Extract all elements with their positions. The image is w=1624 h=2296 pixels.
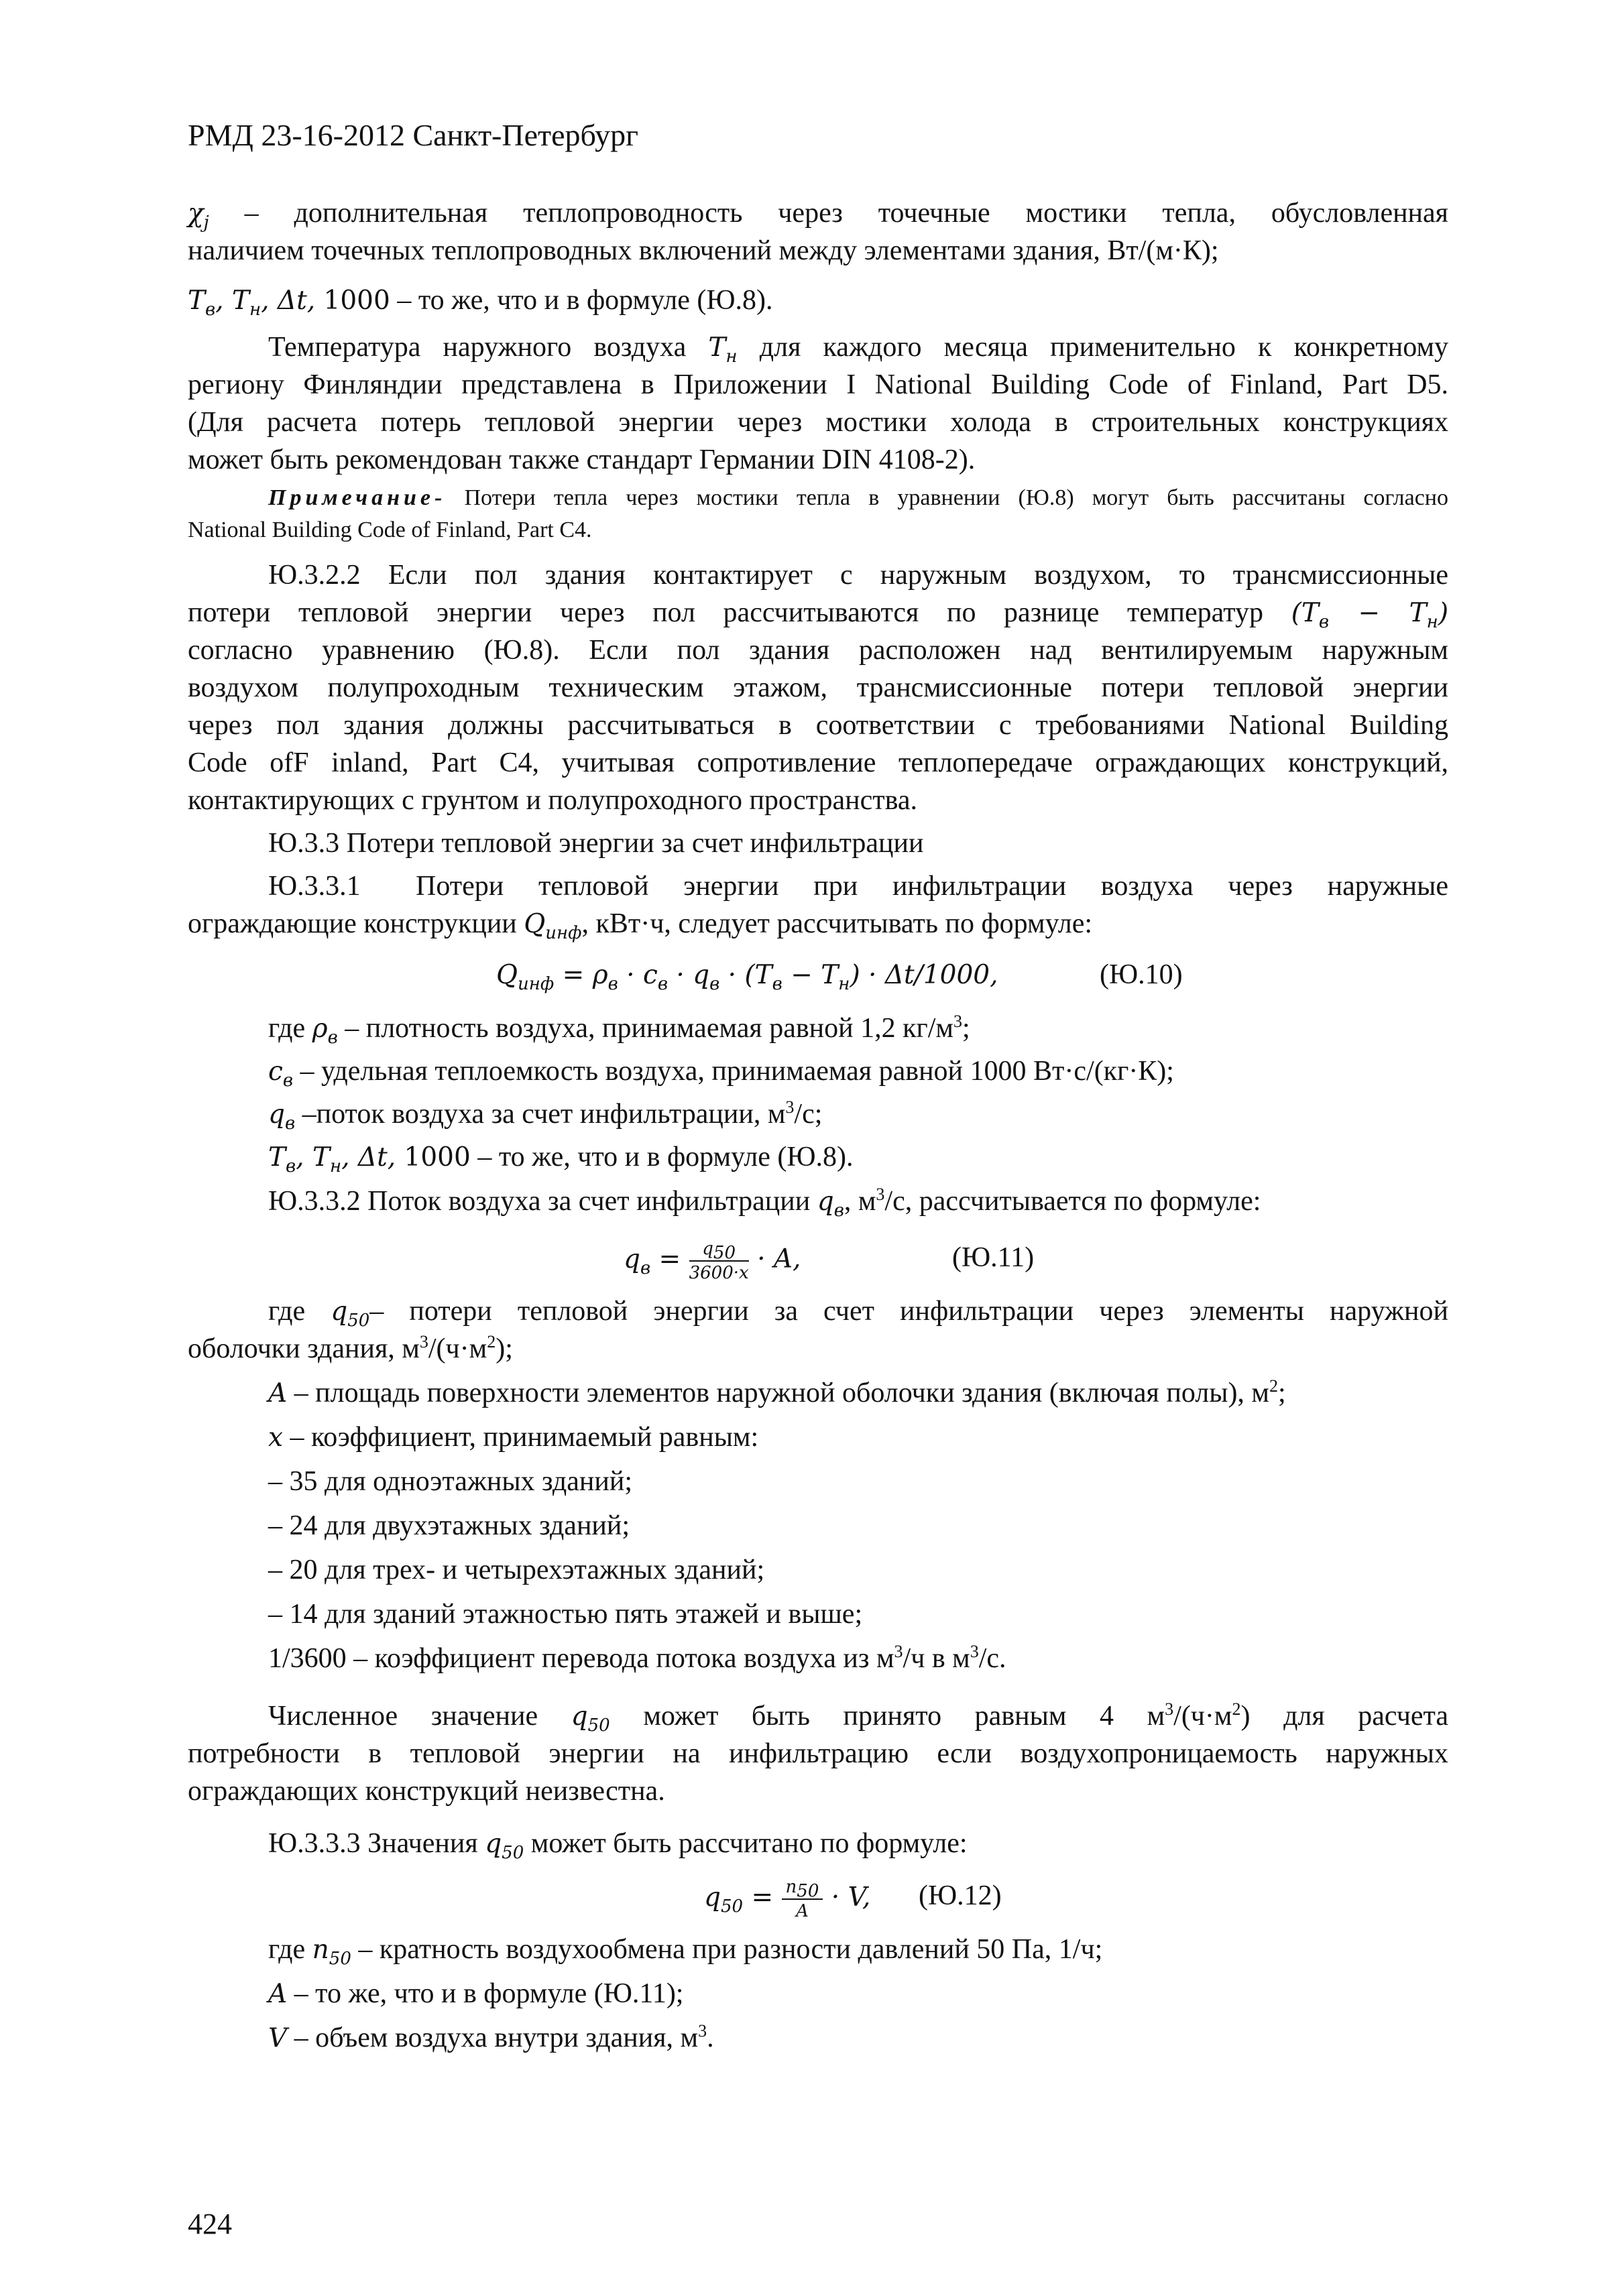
page-number: 424 bbox=[188, 2208, 232, 2240]
fraction-n50-over-A: $\frac{n_{50}}{A}$ bbox=[782, 1878, 823, 1920]
paragraph-3-2-2-line1: Ю.3.2.2 Если пол здания контактирует с наружным воздухом, то трансмиссионные bbox=[268, 560, 1448, 591]
paragraph-3-2-2-line2: потери тепловой энергии через пол рассчитываются по разнице температур $(Т_в - Т_н)$ bbox=[188, 597, 1449, 632]
paragraph-3-2-2-line5: через пол здания должны рассчитываться в соответствии с требованиями National Building bbox=[188, 710, 1448, 741]
paragraph-temperature-line4: может быть рекомендован также стандарт Германии DIN 4108-2). bbox=[188, 444, 976, 475]
definition-n50: где $n_{50}$ – кратность воздухообмена при разности давлений 50 Па, 1/ч; bbox=[268, 1934, 1103, 1969]
definition-q: $q_в$ –поток воздуха за счет инфильтрации, $м^3/с$; bbox=[268, 1097, 823, 1134]
paragraph-3-3-1-line2: ограждающие конструкции $Q_{инф}$, кВт·ч, следует рассчитывать по формуле: bbox=[188, 908, 1093, 943]
paragraph-3-2-2-line3: согласно уравнению (Ю.8). Если пол здания расположен над вентилируемым наружным bbox=[188, 635, 1448, 666]
list-item: – 24 для двухэтажных зданий; bbox=[268, 1510, 630, 1541]
document-header: РМД 23-16-2012 Санкт-Петербург bbox=[188, 118, 639, 152]
paragraph-q50-line1: Численное значение $q_{50}$ может быть принято равным 4 $м^3/(ч\cdot м^2)$ для расчета bbox=[268, 1699, 1448, 1736]
definition-x: x – коэффициент, принимаемый равным: bbox=[268, 1422, 759, 1453]
definition-A-same: A – то же, что и в формуле (Ю.11); bbox=[268, 1978, 684, 2009]
note-label: Примечание- bbox=[268, 485, 447, 510]
chi-definition-line2: наличием точечных теплопроводных включений между элементами здания, Вт/(м·К); bbox=[188, 235, 1219, 266]
chi-definition-line1: $\chi_j$ – дополнительная теплопроводность через точечные мостики тепла, обусловленная bbox=[188, 198, 1448, 233]
paragraph-q50-line2: потребности в тепловой энергии на инфильтрацию если воздухопроницаемость наружных bbox=[188, 1738, 1448, 1769]
definition-q50-line2: оболочки здания, $м^3/(ч\cdot м^2)$; bbox=[188, 1332, 513, 1364]
note-line1: Примечание- Потери тепла через мостики тепла в уравнении (Ю.8) могут быть рассчитаны согласно bbox=[268, 485, 1448, 510]
paragraph-3-3-1-line1: Потери тепловой энергии при инфильтрации воздуха через наружные bbox=[416, 871, 1448, 902]
paragraph-temperature-line2: региону Финляндии представлена в Приложении I National Building Code of Finland, Part D5. bbox=[188, 369, 1448, 400]
formula-12: $q_{50}$ = $\frac{n_{50}}{A}$ · V, bbox=[704, 1877, 871, 1921]
formula-11-number: (Ю.11) bbox=[952, 1242, 1035, 1273]
same-as-formula-line: $Т_в$, $Т_н$, Δt, 1000 – то же, что и в формуле (Ю.8). bbox=[188, 285, 773, 320]
paragraph-3-2-2-line4: воздухом полупроходным техническим этажом, трансмиссионные потери тепловой энергии bbox=[188, 672, 1448, 703]
paragraph-3-3-3: Ю.3.3.3 Значения $q_{50}$ может быть рассчитано по формуле: bbox=[268, 1828, 968, 1863]
definition-rho: где $\rho_в$ – плотность воздуха, принимаемая равной 1,2 $кг/м^3$; bbox=[268, 1012, 970, 1048]
paragraph-3-2-2-line6: Code ofF inland, Part C4, учитывая сопротивление теплопередаче ограждающих конструкций, bbox=[188, 747, 1448, 778]
formula-12-number: (Ю.12) bbox=[919, 1880, 1002, 1911]
formula-11: $q_в$ = $\frac{q_{50}}{3600\cdot x}$ · A, bbox=[624, 1239, 801, 1283]
definition-c: $c_в$ – удельная теплоемкость воздуха, принимаемая равной 1000 Вт·с/(кг·К); bbox=[268, 1056, 1174, 1091]
definition-A: A – площадь поверхности элементов наружной оболочки здания (включая полы), $м^2$; bbox=[268, 1376, 1286, 1408]
section-heading-3-3: Ю.3.3 Потери тепловой энергии за счет инфильтрации bbox=[268, 828, 924, 859]
paragraph-3-2-2-line7: контактирующих с грунтом и полупроходного пространства. bbox=[188, 785, 918, 816]
definition-same-as: $Т_в$, $Т_н$, Δt, 1000 – то же, что и в формуле (Ю.8). bbox=[268, 1142, 854, 1176]
list-item: – 14 для зданий этажностью пять этажей и выше; bbox=[268, 1599, 863, 1630]
list-item: – 35 для одноэтажных зданий; bbox=[268, 1466, 632, 1497]
definition-conversion: 1/3600 – коэффициент перевода потока воздуха из $м^3/ч$ в $м^3/с$. bbox=[268, 1642, 1006, 1674]
formula-10: $Q_{инф} = \rho_в \cdot c_в \cdot q_в \cdot (Т_в - Т_н) \cdot \Delta t/1000$, bbox=[496, 960, 998, 994]
note-line2: National Building Code of Finland, Part C4. bbox=[188, 518, 592, 542]
paragraph-temperature-line1: Температура наружного воздуха $Т_н$ для каждого месяца применительно к конкретному bbox=[268, 332, 1449, 367]
list-item: – 20 для трех- и четырехэтажных зданий; bbox=[268, 1555, 765, 1585]
paragraph-3-3-2: Ю.3.3.2 Поток воздуха за счет инфильтрации $q_в$, $м^3/с$, рассчитывается по формуле: bbox=[268, 1185, 1261, 1221]
definition-V: V – объем воздуха внутри здания, $м^3$. bbox=[268, 2021, 714, 2053]
paragraph-q50-line3: ограждающих конструкций неизвестна. bbox=[188, 1776, 665, 1807]
paragraph-3-3-1-number: Ю.3.3.1 bbox=[268, 871, 361, 902]
paragraph-temperature-line3: (Для расчета потерь тепловой энергии через мостики холода в строительных конструкциях bbox=[188, 407, 1448, 438]
definition-q50-line1: где $q_{50}-$ потери тепловой энергии за счет инфильтрации через элементы наружной bbox=[268, 1296, 1448, 1331]
formula-10-number: (Ю.10) bbox=[1100, 959, 1183, 990]
fraction-q50-over-3600x: $\frac{q_{50}}{3600\cdot x}$ bbox=[689, 1239, 749, 1283]
